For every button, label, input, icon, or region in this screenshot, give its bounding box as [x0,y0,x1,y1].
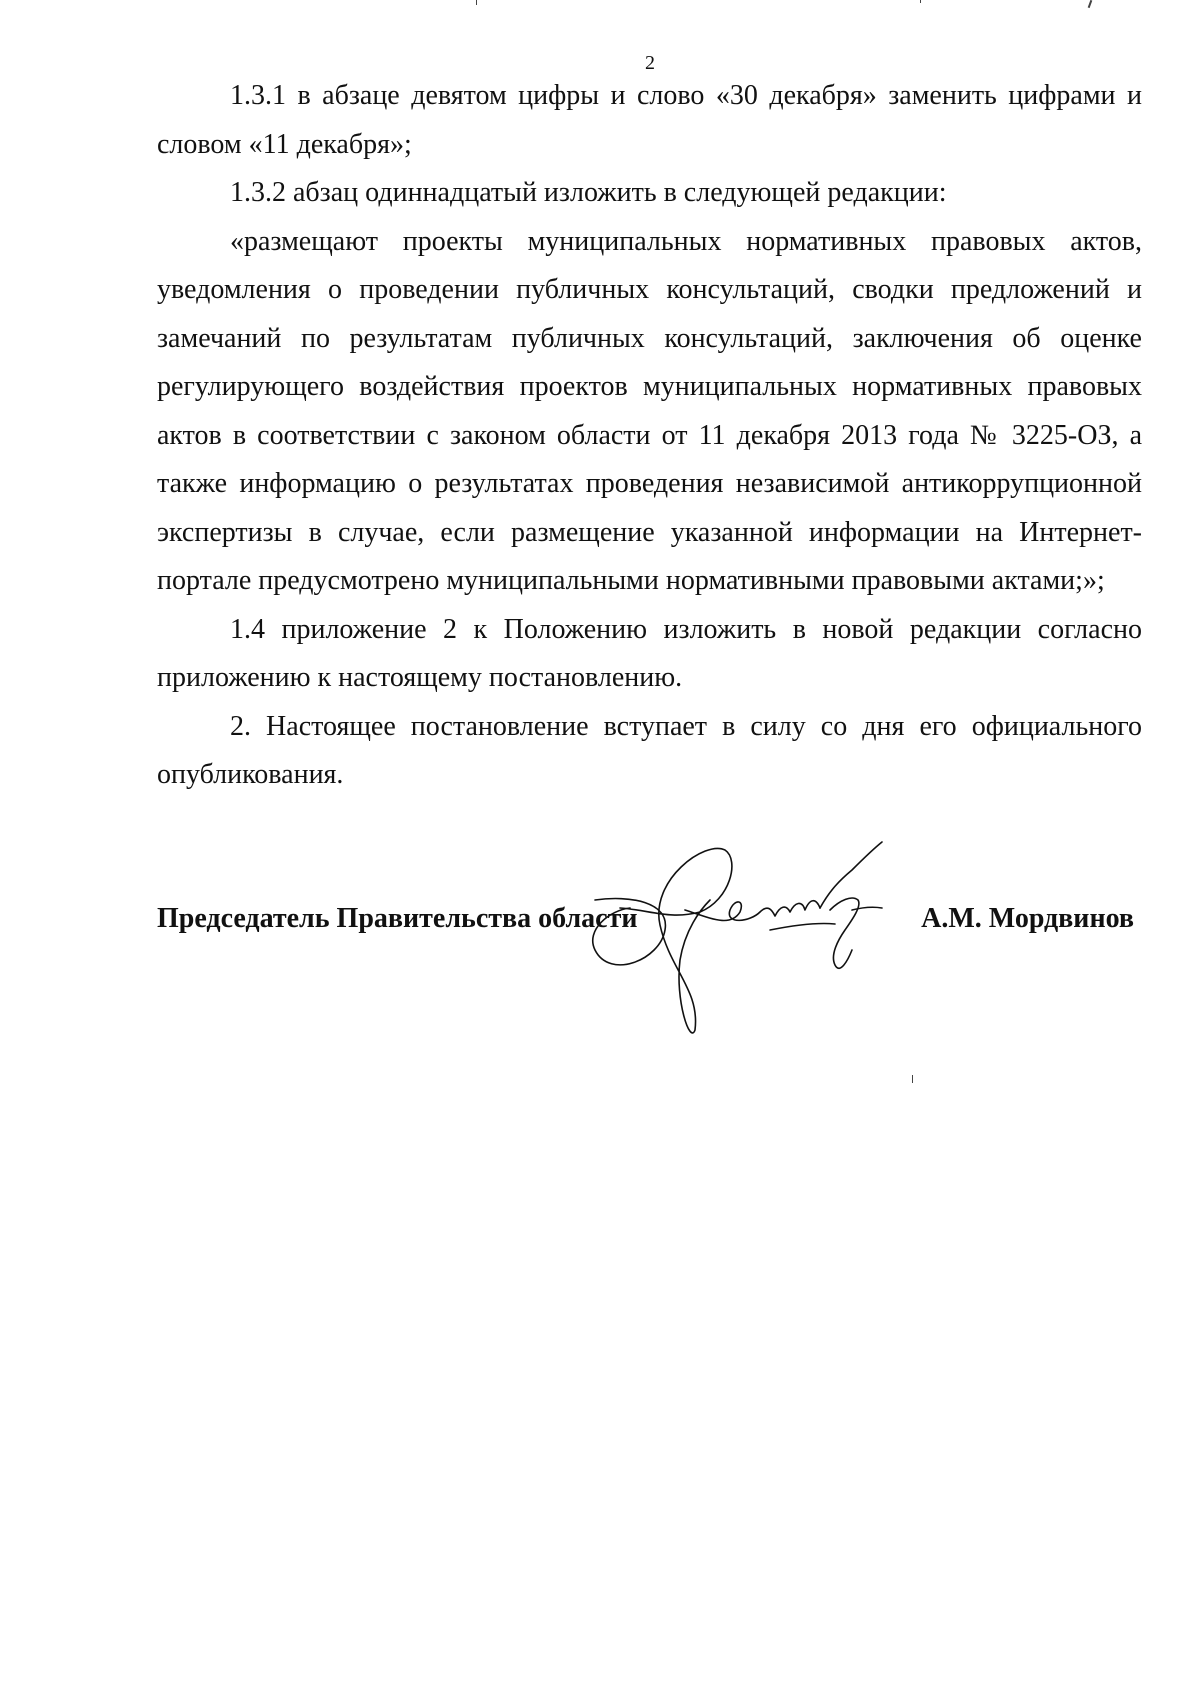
page-number: 2 [645,52,655,74]
paragraph-2: 2. Настоящее постановление вступает в силу со дня его официального опубликования. [157,710,1142,790]
handwritten-signature [590,840,950,1040]
signer-post: Председатель Правительства области [157,903,638,934]
paragraph-1-3-2: 1.3.2 абзац одиннадцатый изложить в следующей редакции: [230,177,947,208]
scan-mark-top-mid [920,0,921,3]
scan-mark-lower [912,1075,913,1083]
signer-name: А.М. Мордвинов [921,903,1134,934]
scan-mark-top-left [476,0,477,5]
document-body [157,72,1142,800]
paragraph-quoted-text: «размещают проекты муниципальных нормативных правовых актов, уведомления о проведении публичных консультаций, сводки предложений и замечаний по результатам публичных консультаций, заключения об оценке регулирующего воздействия проектов муниципальных нормативных правовых актов в соответствии с законом области от 11 декабря 2013 года № 3225-ОЗ, а также информацию о результатах проведения независимой антикоррупционной экспертизы в случае, если размещение указанной информации на Интернет-портале предусмотрено муниципальными нормативными правовыми актами;»; [157,225,1142,596]
paragraph-1-3-1: 1.3.1 в абзаце девятом цифры и слово «30 декабря» заменить цифрами и словом «11 декабря»; [157,80,1142,160]
paragraph-1-4: 1.4 приложение 2 к Положению изложить в новой редакции согласно приложению к настоящему постановлению. [157,613,1142,693]
scan-mark-top-right [1088,0,1093,8]
